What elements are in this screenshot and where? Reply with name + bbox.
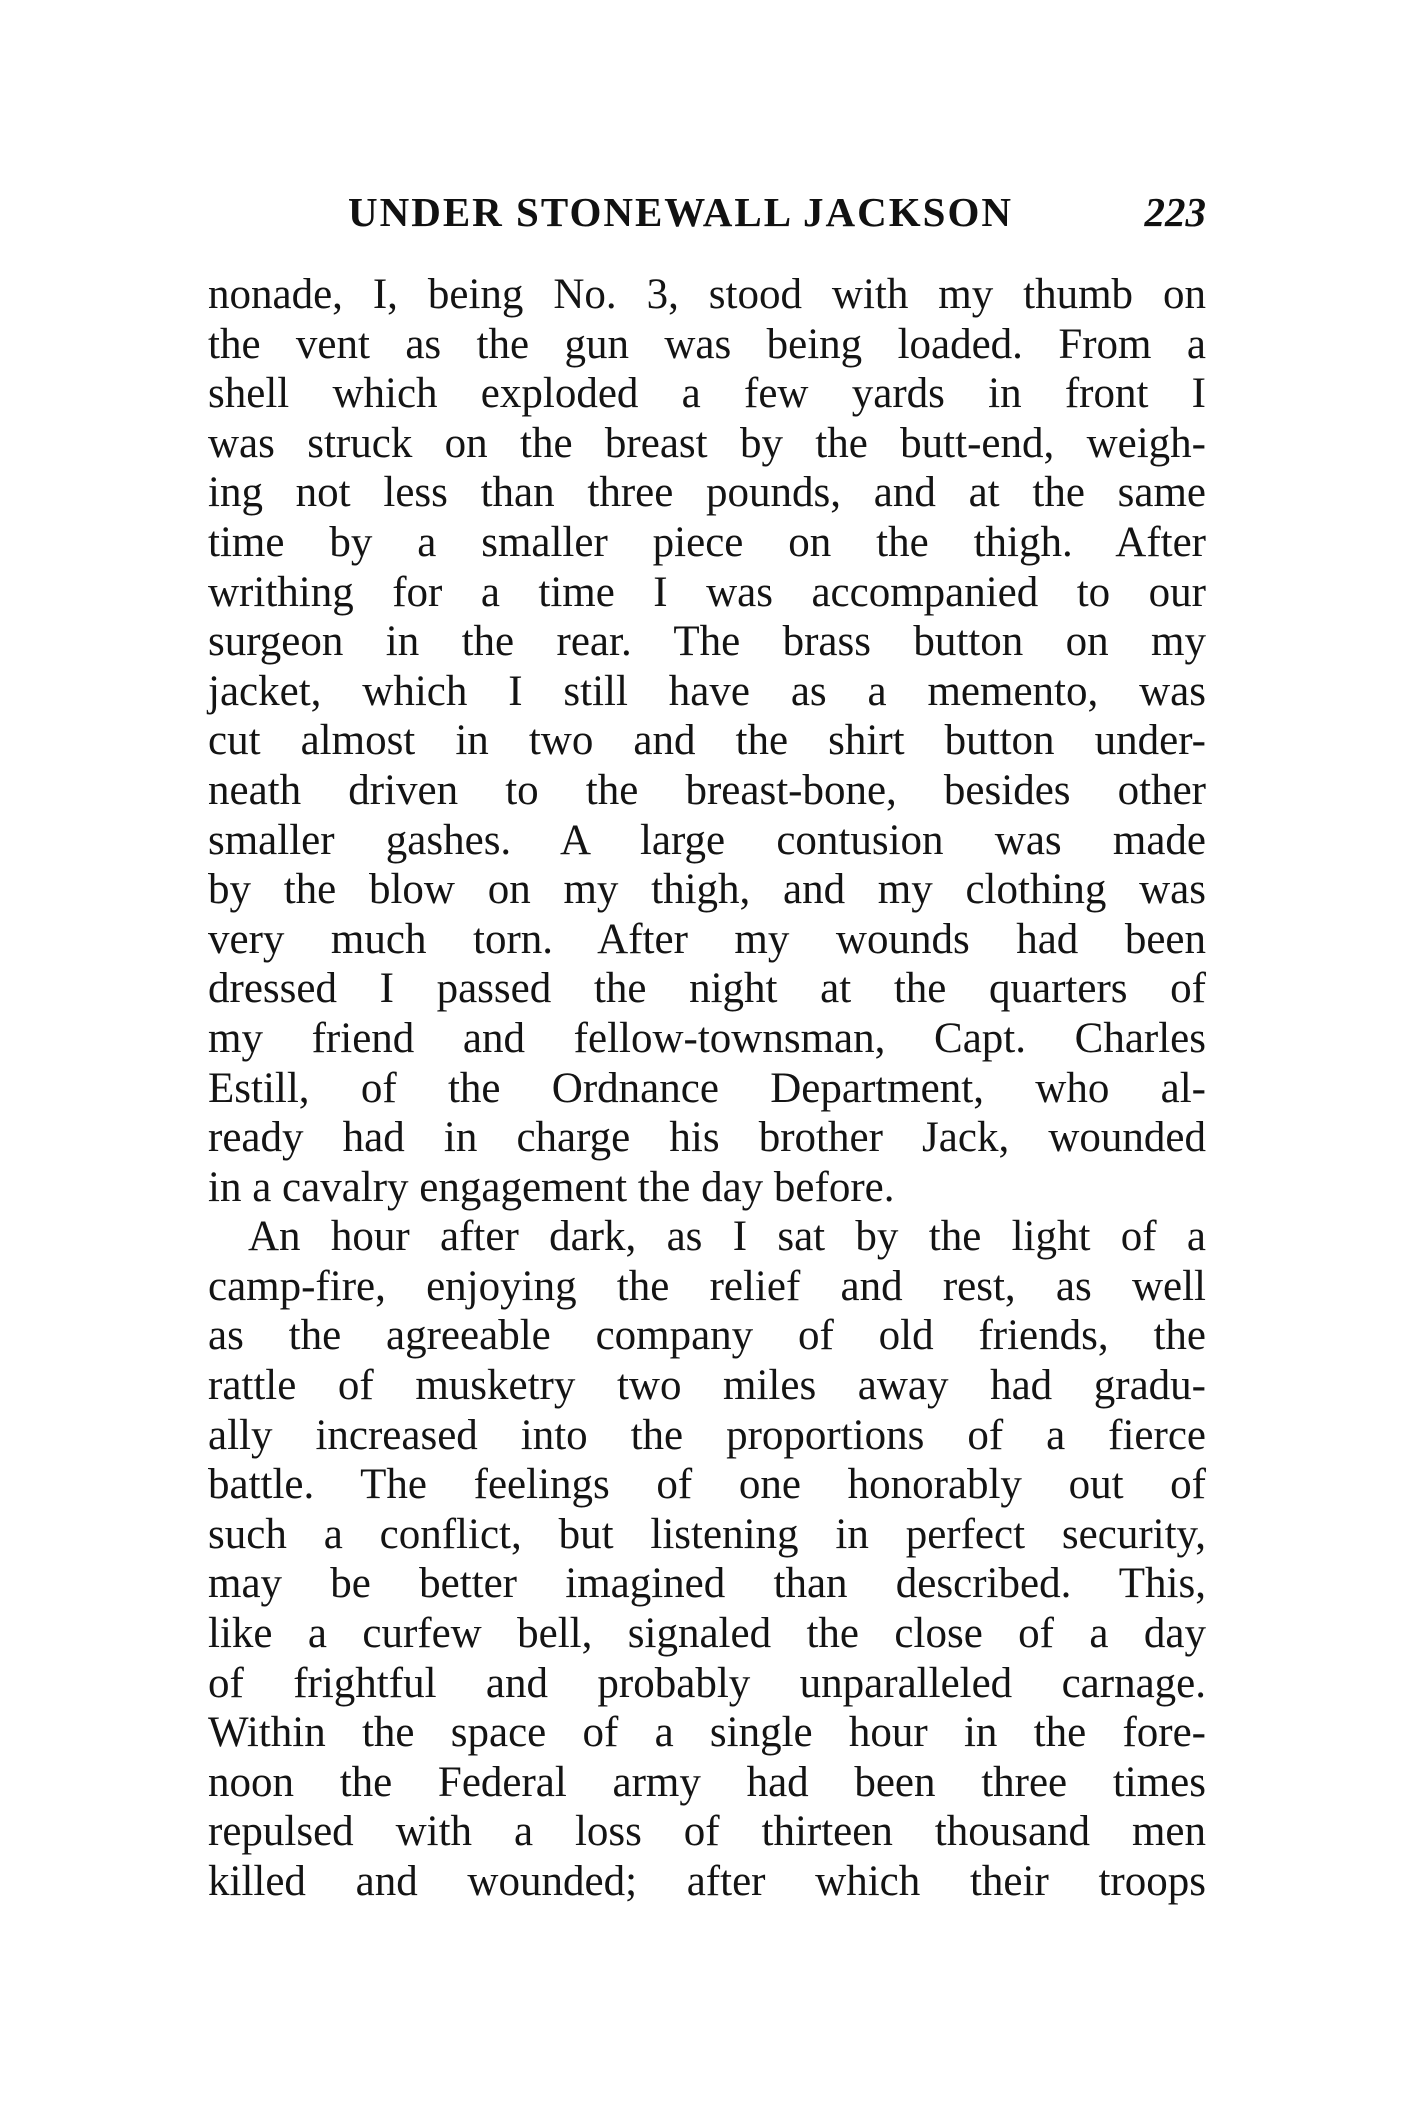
text-line: may be better imagined than described. This, [208, 1560, 1206, 1608]
text-line: Estill, of the Ordnance Department, who al- [208, 1064, 1206, 1112]
text-line: noon the Federal army had been three times [208, 1758, 1206, 1806]
text-line: battle. The feelings of one honorably out of [208, 1461, 1206, 1509]
text-line: jacket, which I still have as a memento, was [208, 667, 1206, 715]
text-line: smaller gashes. A large contusion was made [208, 816, 1206, 864]
text-line: like a curfew bell, signaled the close of a day [208, 1610, 1206, 1658]
body-text [208, 270, 1206, 1907]
text-line: An hour after dark, as I sat by the light of a [248, 1213, 1206, 1261]
text-line: very much torn. After my wounds had been [208, 915, 1206, 963]
paragraph-1 [208, 270, 1206, 1212]
text-line: the vent as the gun was being loaded. From a [208, 320, 1206, 368]
text-line: my friend and fellow-townsman, Capt. Charles [208, 1014, 1206, 1062]
text-line: was struck on the breast by the butt-end, weigh- [208, 419, 1206, 467]
running-title: UNDER STONEWALL JACKSON [348, 189, 1013, 235]
text-line: camp-fire, enjoying the relief and rest, as well [208, 1262, 1206, 1310]
text-line: of frightful and probably unparalleled carnage. [208, 1659, 1206, 1707]
text-line: cut almost in two and the shirt button under- [208, 717, 1206, 765]
text-line: in a cavalry engagement the day before. [208, 1163, 895, 1211]
text-line: such a conflict, but listening in perfect security, [208, 1510, 1206, 1558]
text-line: rattle of musketry two miles away had gradu- [208, 1362, 1206, 1410]
text-line: ready had in charge his brother Jack, wounded [208, 1114, 1206, 1162]
page-number: 223 [1144, 189, 1206, 235]
text-line: writhing for a time I was accompanied to our [208, 568, 1206, 616]
text-line: by the blow on my thigh, and my clothing was [208, 866, 1206, 914]
text-line: neath driven to the breast-bone, besides other [208, 766, 1206, 814]
paragraph-2 [208, 1212, 1206, 1906]
text-line: surgeon in the rear. The brass button on my [208, 618, 1206, 666]
text-line: as the agreeable company of old friends, the [208, 1312, 1206, 1360]
text-line: repulsed with a loss of thirteen thousand men [208, 1808, 1206, 1856]
text-line: nonade, I, being No. 3, stood with my thumb on [208, 271, 1206, 318]
page-header [208, 188, 1206, 244]
text-line: dressed I passed the night at the quarters of [208, 965, 1206, 1013]
text-line: ally increased into the proportions of a fierce [208, 1411, 1206, 1459]
text-line: ing not less than three pounds, and at the same [208, 469, 1206, 517]
text-line: Within the space of a single hour in the fore- [208, 1709, 1206, 1757]
text-line: killed and wounded; after which their troops [208, 1858, 1206, 1905]
text-line: time by a smaller piece on the thigh. After [208, 518, 1206, 566]
text-line: shell which exploded a few yards in front I [208, 370, 1206, 418]
